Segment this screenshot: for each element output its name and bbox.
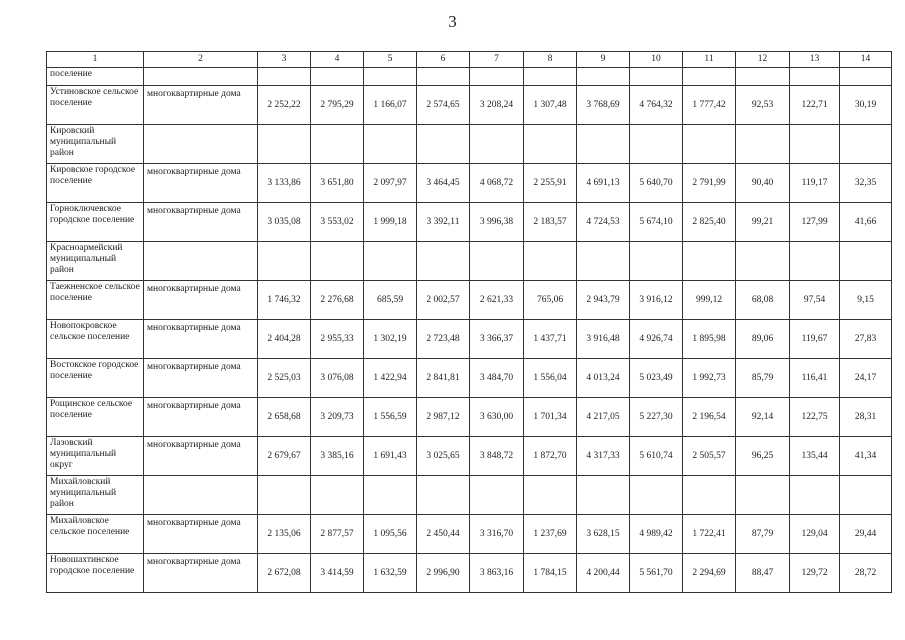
value-cell: 2 252,22	[258, 86, 311, 125]
value-cell: 2 196,54	[683, 398, 736, 437]
value-cell: 2 525,03	[258, 359, 311, 398]
value-cell	[736, 242, 790, 281]
column-number-11: 11	[683, 52, 736, 68]
value-cell: 4 200,44	[577, 554, 630, 593]
value-cell: 2 679,67	[258, 437, 311, 476]
value-cell	[577, 125, 630, 164]
value-cell: 1 701,34	[524, 398, 577, 437]
value-cell	[524, 68, 577, 86]
table-row	[47, 359, 892, 398]
value-cell: 3 392,11	[417, 203, 470, 242]
table-row	[47, 86, 892, 125]
value-cell: 3 996,38	[470, 203, 524, 242]
value-cell: 2 574,65	[417, 86, 470, 125]
value-cell: 2 621,33	[470, 281, 524, 320]
value-cell	[577, 242, 630, 281]
value-cell	[258, 125, 311, 164]
value-cell	[790, 242, 840, 281]
value-cell: 5 227,30	[630, 398, 683, 437]
value-cell: 4 724,53	[577, 203, 630, 242]
value-cell: 2 795,29	[311, 86, 364, 125]
value-cell: 1 556,59	[364, 398, 417, 437]
municipality-name: Востокское городское поселение	[47, 359, 144, 398]
value-cell: 2 002,57	[417, 281, 470, 320]
value-cell	[524, 125, 577, 164]
value-cell	[364, 68, 417, 86]
value-cell: 1 784,15	[524, 554, 577, 593]
municipality-name: Лазовский муниципальный округ	[47, 437, 144, 476]
value-cell	[258, 476, 311, 515]
housing-type	[144, 125, 258, 164]
value-cell	[470, 242, 524, 281]
housing-type: многоквартирные дома	[144, 203, 258, 242]
column-number-12: 12	[736, 52, 790, 68]
value-cell: 3 628,15	[577, 515, 630, 554]
value-cell: 3 848,72	[470, 437, 524, 476]
value-cell: 2 505,57	[683, 437, 736, 476]
value-cell	[736, 125, 790, 164]
value-cell	[524, 242, 577, 281]
value-cell: 3 316,70	[470, 515, 524, 554]
value-cell	[736, 476, 790, 515]
housing-type: многоквартирные дома	[144, 164, 258, 203]
value-cell: 4 068,72	[470, 164, 524, 203]
housing-type	[144, 476, 258, 515]
table-row	[47, 437, 892, 476]
value-cell: 1 237,69	[524, 515, 577, 554]
value-cell: 122,75	[790, 398, 840, 437]
column-number-4: 4	[311, 52, 364, 68]
value-cell: 2 987,12	[417, 398, 470, 437]
value-cell: 29,44	[840, 515, 892, 554]
column-number-3: 3	[258, 52, 311, 68]
value-cell: 96,25	[736, 437, 790, 476]
value-cell: 2 841,81	[417, 359, 470, 398]
value-cell: 5 561,70	[630, 554, 683, 593]
value-cell: 1 302,19	[364, 320, 417, 359]
value-cell: 4 764,32	[630, 86, 683, 125]
table-row	[47, 515, 892, 554]
value-cell: 1 095,56	[364, 515, 417, 554]
value-cell: 87,79	[736, 515, 790, 554]
value-cell: 4 217,05	[577, 398, 630, 437]
housing-type: многоквартирные дома	[144, 359, 258, 398]
value-cell: 1 691,43	[364, 437, 417, 476]
value-cell: 3 464,45	[417, 164, 470, 203]
value-cell: 2 723,48	[417, 320, 470, 359]
table-row	[47, 281, 892, 320]
municipality-name: Красноармейский муниципальный район	[47, 242, 144, 281]
value-cell	[683, 242, 736, 281]
value-cell: 135,44	[790, 437, 840, 476]
value-cell: 2 877,57	[311, 515, 364, 554]
housing-type: многоквартирные дома	[144, 281, 258, 320]
value-cell: 3 863,16	[470, 554, 524, 593]
housing-type: многоквартирные дома	[144, 515, 258, 554]
value-cell: 3 035,08	[258, 203, 311, 242]
value-cell: 89,06	[736, 320, 790, 359]
value-cell: 3 553,02	[311, 203, 364, 242]
column-number-6: 6	[417, 52, 470, 68]
value-cell	[311, 68, 364, 86]
housing-type: многоквартирные дома	[144, 320, 258, 359]
value-cell: 127,99	[790, 203, 840, 242]
housing-type: многоквартирные дома	[144, 437, 258, 476]
table-row	[47, 203, 892, 242]
value-cell: 2 955,33	[311, 320, 364, 359]
value-cell: 3 366,37	[470, 320, 524, 359]
value-cell	[524, 476, 577, 515]
value-cell: 3 133,86	[258, 164, 311, 203]
column-number-2: 2	[144, 52, 258, 68]
value-cell	[736, 68, 790, 86]
value-cell	[630, 476, 683, 515]
value-cell: 2 791,99	[683, 164, 736, 203]
value-cell: 1 872,70	[524, 437, 577, 476]
value-cell: 2 276,68	[311, 281, 364, 320]
value-cell: 1 895,98	[683, 320, 736, 359]
value-cell: 4 013,24	[577, 359, 630, 398]
value-cell: 1 307,48	[524, 86, 577, 125]
value-cell	[840, 68, 892, 86]
value-cell	[417, 242, 470, 281]
value-cell: 2 658,68	[258, 398, 311, 437]
value-cell: 2 825,40	[683, 203, 736, 242]
value-cell: 4 926,74	[630, 320, 683, 359]
value-cell: 2 255,91	[524, 164, 577, 203]
value-cell: 24,17	[840, 359, 892, 398]
municipality-name: Таежненское сельское поселение	[47, 281, 144, 320]
value-cell: 41,34	[840, 437, 892, 476]
municipality-name: Новошахтинское городское поселение	[47, 554, 144, 593]
value-cell: 1 746,32	[258, 281, 311, 320]
value-cell	[790, 476, 840, 515]
column-number-8: 8	[524, 52, 577, 68]
page-number: 3	[448, 12, 457, 31]
value-cell: 3 025,65	[417, 437, 470, 476]
column-number-5: 5	[364, 52, 417, 68]
value-cell: 1 777,42	[683, 86, 736, 125]
value-cell	[630, 125, 683, 164]
table-row	[47, 398, 892, 437]
table-row	[47, 68, 892, 86]
column-number-9: 9	[577, 52, 630, 68]
value-cell: 99,21	[736, 203, 790, 242]
value-cell	[470, 68, 524, 86]
value-cell: 1 722,41	[683, 515, 736, 554]
value-cell: 1 422,94	[364, 359, 417, 398]
value-cell: 2 672,08	[258, 554, 311, 593]
municipality-name: Михайловский муниципальный район	[47, 476, 144, 515]
value-cell: 4 989,42	[630, 515, 683, 554]
municipality-name: Рощинское сельское поселение	[47, 398, 144, 437]
value-cell	[470, 476, 524, 515]
value-cell: 3 630,00	[470, 398, 524, 437]
value-cell: 92,53	[736, 86, 790, 125]
value-cell: 1 437,71	[524, 320, 577, 359]
value-cell: 122,71	[790, 86, 840, 125]
value-cell	[470, 125, 524, 164]
value-cell	[840, 125, 892, 164]
value-cell	[417, 68, 470, 86]
table-row	[47, 164, 892, 203]
value-cell: 3 208,24	[470, 86, 524, 125]
value-cell	[840, 476, 892, 515]
municipality-name: Кировское городское поселение	[47, 164, 144, 203]
value-cell: 5 674,10	[630, 203, 683, 242]
value-cell: 97,54	[790, 281, 840, 320]
municipality-name: Кировский муниципальный район	[47, 125, 144, 164]
value-cell	[364, 125, 417, 164]
value-cell: 30,19	[840, 86, 892, 125]
value-cell	[364, 242, 417, 281]
value-cell	[417, 476, 470, 515]
municipality-name: Горноключевское городское поселение	[47, 203, 144, 242]
municipality-name: Новопокровское сельское поселение	[47, 320, 144, 359]
municipality-name: поселение	[47, 68, 144, 86]
value-cell	[840, 242, 892, 281]
value-cell: 2 097,97	[364, 164, 417, 203]
value-cell: 2 183,57	[524, 203, 577, 242]
value-cell: 3 916,48	[577, 320, 630, 359]
value-cell: 3 916,12	[630, 281, 683, 320]
housing-type	[144, 242, 258, 281]
value-cell: 129,04	[790, 515, 840, 554]
value-cell	[683, 68, 736, 86]
value-cell: 2 404,28	[258, 320, 311, 359]
column-number-1: 1	[47, 52, 144, 68]
value-cell: 2 943,79	[577, 281, 630, 320]
table-row	[47, 125, 892, 164]
value-cell: 685,59	[364, 281, 417, 320]
value-cell	[311, 125, 364, 164]
municipality-name: Устиновское сельское поселение	[47, 86, 144, 125]
value-cell	[364, 476, 417, 515]
housing-type: многоквартирные дома	[144, 86, 258, 125]
value-cell	[790, 125, 840, 164]
table-row	[47, 242, 892, 281]
value-cell	[258, 68, 311, 86]
value-cell: 5 610,74	[630, 437, 683, 476]
table-row	[47, 554, 892, 593]
value-cell: 9,15	[840, 281, 892, 320]
value-cell: 2 294,69	[683, 554, 736, 593]
value-cell: 88,47	[736, 554, 790, 593]
value-cell: 116,41	[790, 359, 840, 398]
value-cell: 41,66	[840, 203, 892, 242]
value-cell: 3 768,69	[577, 86, 630, 125]
value-cell: 3 209,73	[311, 398, 364, 437]
value-cell: 92,14	[736, 398, 790, 437]
value-cell: 3 651,80	[311, 164, 364, 203]
column-number-10: 10	[630, 52, 683, 68]
value-cell	[577, 476, 630, 515]
tariff-table	[46, 51, 892, 593]
value-cell: 1 992,73	[683, 359, 736, 398]
value-cell	[683, 125, 736, 164]
column-number-13: 13	[790, 52, 840, 68]
value-cell: 2 135,06	[258, 515, 311, 554]
value-cell: 90,40	[736, 164, 790, 203]
value-cell: 3 414,59	[311, 554, 364, 593]
value-cell: 5 640,70	[630, 164, 683, 203]
municipality-name: Михайловское сельское поселение	[47, 515, 144, 554]
value-cell: 85,79	[736, 359, 790, 398]
value-cell	[790, 68, 840, 86]
value-cell	[258, 242, 311, 281]
value-cell: 28,72	[840, 554, 892, 593]
value-cell	[311, 476, 364, 515]
value-cell	[630, 242, 683, 281]
column-number-row	[47, 52, 892, 68]
value-cell: 3 385,16	[311, 437, 364, 476]
value-cell: 1 999,18	[364, 203, 417, 242]
housing-type	[144, 68, 258, 86]
value-cell: 68,08	[736, 281, 790, 320]
column-number-7: 7	[470, 52, 524, 68]
value-cell	[577, 68, 630, 86]
value-cell	[630, 68, 683, 86]
value-cell: 27,83	[840, 320, 892, 359]
value-cell: 32,35	[840, 164, 892, 203]
value-cell: 129,72	[790, 554, 840, 593]
value-cell: 119,17	[790, 164, 840, 203]
column-number-14: 14	[840, 52, 892, 68]
value-cell: 5 023,49	[630, 359, 683, 398]
value-cell: 4 691,13	[577, 164, 630, 203]
value-cell: 1 556,04	[524, 359, 577, 398]
value-cell: 4 317,33	[577, 437, 630, 476]
value-cell: 3 484,70	[470, 359, 524, 398]
value-cell	[311, 242, 364, 281]
value-cell: 765,06	[524, 281, 577, 320]
value-cell: 1 166,07	[364, 86, 417, 125]
table-row	[47, 476, 892, 515]
housing-type: многоквартирные дома	[144, 398, 258, 437]
value-cell: 2 450,44	[417, 515, 470, 554]
value-cell	[417, 125, 470, 164]
value-cell: 3 076,08	[311, 359, 364, 398]
value-cell: 119,67	[790, 320, 840, 359]
value-cell: 28,31	[840, 398, 892, 437]
value-cell: 999,12	[683, 281, 736, 320]
table-row	[47, 320, 892, 359]
value-cell: 2 996,90	[417, 554, 470, 593]
value-cell	[683, 476, 736, 515]
value-cell: 1 632,59	[364, 554, 417, 593]
housing-type: многоквартирные дома	[144, 554, 258, 593]
